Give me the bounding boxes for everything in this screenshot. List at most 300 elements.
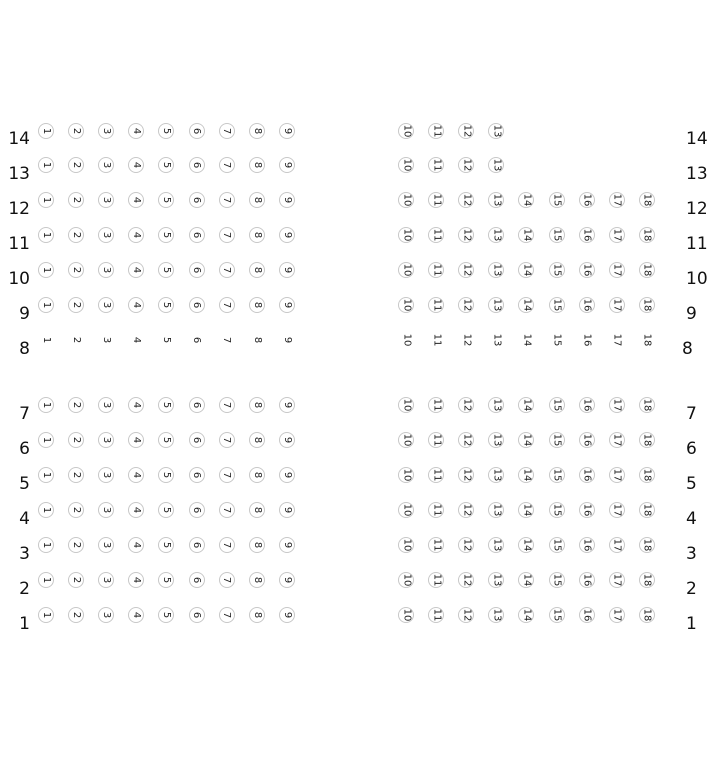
seat[interactable] bbox=[128, 502, 144, 518]
seat-number: 16 bbox=[581, 333, 593, 347]
seat[interactable] bbox=[579, 332, 595, 348]
seat[interactable] bbox=[98, 572, 114, 588]
seat[interactable] bbox=[549, 572, 565, 588]
seat[interactable] bbox=[579, 262, 595, 278]
seat-number: 10 bbox=[400, 573, 412, 587]
seat[interactable] bbox=[549, 262, 565, 278]
seat[interactable] bbox=[189, 192, 205, 208]
seat[interactable] bbox=[398, 537, 414, 553]
seat[interactable] bbox=[428, 432, 444, 448]
seat[interactable] bbox=[398, 467, 414, 483]
seat-number: 12 bbox=[461, 193, 473, 207]
seat-number: 3 bbox=[101, 576, 113, 584]
seat[interactable] bbox=[38, 432, 54, 448]
seat[interactable] bbox=[458, 192, 474, 208]
seat-number: 15 bbox=[551, 503, 563, 517]
seat[interactable] bbox=[98, 502, 114, 518]
seat[interactable] bbox=[128, 607, 144, 623]
seat[interactable] bbox=[609, 397, 625, 413]
seat[interactable] bbox=[609, 227, 625, 243]
seat[interactable] bbox=[639, 572, 655, 588]
seat[interactable] bbox=[279, 332, 295, 348]
seat[interactable] bbox=[38, 123, 54, 139]
seat[interactable] bbox=[549, 192, 565, 208]
seat[interactable] bbox=[158, 502, 174, 518]
seat[interactable] bbox=[488, 123, 504, 139]
seat[interactable] bbox=[488, 157, 504, 173]
seat[interactable] bbox=[398, 192, 414, 208]
seat[interactable] bbox=[219, 537, 235, 553]
seat[interactable] bbox=[158, 537, 174, 553]
seat[interactable] bbox=[38, 332, 54, 348]
seat-number: 3 bbox=[101, 471, 113, 479]
seat[interactable] bbox=[518, 607, 534, 623]
seat-number: 8 bbox=[251, 301, 263, 309]
seat[interactable] bbox=[158, 123, 174, 139]
seat[interactable] bbox=[68, 432, 84, 448]
seat[interactable] bbox=[549, 297, 565, 313]
seat[interactable] bbox=[279, 227, 295, 243]
seat[interactable] bbox=[428, 397, 444, 413]
seat[interactable] bbox=[579, 432, 595, 448]
seat-number: 13 bbox=[491, 398, 503, 412]
seat[interactable] bbox=[639, 332, 655, 348]
seat[interactable] bbox=[488, 572, 504, 588]
seat[interactable] bbox=[128, 262, 144, 278]
seat[interactable] bbox=[579, 537, 595, 553]
seat[interactable] bbox=[398, 397, 414, 413]
seat[interactable] bbox=[158, 227, 174, 243]
seat-number: 2 bbox=[71, 541, 83, 549]
seat[interactable] bbox=[68, 297, 84, 313]
seat[interactable] bbox=[98, 262, 114, 278]
seat[interactable] bbox=[458, 123, 474, 139]
seat[interactable] bbox=[128, 157, 144, 173]
seat[interactable] bbox=[488, 332, 504, 348]
seat[interactable] bbox=[249, 157, 265, 173]
seat[interactable] bbox=[458, 502, 474, 518]
seat-number: 6 bbox=[191, 266, 203, 274]
seat-number: 6 bbox=[191, 611, 203, 619]
seat[interactable] bbox=[38, 227, 54, 243]
seat[interactable] bbox=[428, 502, 444, 518]
seat-number: 9 bbox=[281, 301, 293, 309]
seat[interactable] bbox=[458, 397, 474, 413]
seat[interactable] bbox=[639, 397, 655, 413]
seat[interactable] bbox=[279, 432, 295, 448]
seat[interactable] bbox=[549, 502, 565, 518]
seat[interactable] bbox=[609, 432, 625, 448]
seat-number: 10 bbox=[400, 263, 412, 277]
seat-number: 13 bbox=[491, 193, 503, 207]
seat[interactable] bbox=[68, 192, 84, 208]
seat-number: 16 bbox=[581, 398, 593, 412]
seat[interactable] bbox=[549, 607, 565, 623]
seat[interactable] bbox=[488, 297, 504, 313]
seat[interactable] bbox=[98, 432, 114, 448]
seat-number: 8 bbox=[251, 471, 263, 479]
seat-number: 13 bbox=[491, 124, 503, 138]
seat[interactable] bbox=[219, 397, 235, 413]
seat[interactable] bbox=[128, 192, 144, 208]
seat[interactable] bbox=[458, 332, 474, 348]
seat[interactable] bbox=[609, 297, 625, 313]
seat[interactable] bbox=[609, 262, 625, 278]
seat[interactable] bbox=[98, 192, 114, 208]
seat[interactable] bbox=[279, 262, 295, 278]
seat[interactable] bbox=[579, 467, 595, 483]
seat[interactable] bbox=[518, 192, 534, 208]
seat-number: 16 bbox=[581, 433, 593, 447]
seat[interactable] bbox=[98, 537, 114, 553]
seat[interactable] bbox=[128, 537, 144, 553]
seat[interactable] bbox=[488, 192, 504, 208]
seat-number: 15 bbox=[551, 193, 563, 207]
seat[interactable] bbox=[219, 572, 235, 588]
seat[interactable] bbox=[398, 432, 414, 448]
seat[interactable] bbox=[428, 332, 444, 348]
seat-number: 1 bbox=[41, 401, 52, 409]
seat-number: 15 bbox=[551, 573, 563, 587]
seat-number: 1 bbox=[41, 161, 52, 169]
seat[interactable] bbox=[98, 467, 114, 483]
seat[interactable] bbox=[609, 572, 625, 588]
seat[interactable] bbox=[579, 397, 595, 413]
seat[interactable] bbox=[458, 607, 474, 623]
seat[interactable] bbox=[398, 607, 414, 623]
seat[interactable] bbox=[428, 192, 444, 208]
seat[interactable] bbox=[279, 467, 295, 483]
seat[interactable] bbox=[158, 297, 174, 313]
seat[interactable] bbox=[609, 607, 625, 623]
seat[interactable] bbox=[398, 227, 414, 243]
seat[interactable] bbox=[219, 332, 235, 348]
seat[interactable] bbox=[428, 227, 444, 243]
seat[interactable] bbox=[189, 537, 205, 553]
seat-number: 9 bbox=[281, 127, 293, 135]
seat[interactable] bbox=[249, 432, 265, 448]
seat[interactable] bbox=[128, 572, 144, 588]
seat[interactable] bbox=[249, 467, 265, 483]
seat[interactable] bbox=[398, 123, 414, 139]
seat[interactable] bbox=[279, 123, 295, 139]
seat[interactable] bbox=[38, 537, 54, 553]
seat-number: 15 bbox=[551, 433, 563, 447]
seat-number: 10 bbox=[400, 228, 412, 242]
seat[interactable] bbox=[158, 572, 174, 588]
seat[interactable] bbox=[98, 123, 114, 139]
seat[interactable] bbox=[428, 157, 444, 173]
seat[interactable] bbox=[398, 332, 414, 348]
seat[interactable] bbox=[518, 467, 534, 483]
seat[interactable] bbox=[249, 572, 265, 588]
seat[interactable] bbox=[549, 467, 565, 483]
seat[interactable] bbox=[488, 537, 504, 553]
seat-number: 17 bbox=[611, 538, 623, 552]
seat[interactable] bbox=[219, 432, 235, 448]
seat[interactable] bbox=[398, 502, 414, 518]
seat[interactable] bbox=[98, 157, 114, 173]
seat[interactable] bbox=[428, 572, 444, 588]
seat[interactable] bbox=[38, 297, 54, 313]
seat[interactable] bbox=[189, 297, 205, 313]
seat-number: 12 bbox=[461, 573, 473, 587]
seat-number: 13 bbox=[491, 158, 503, 172]
seat[interactable] bbox=[458, 432, 474, 448]
seat[interactable] bbox=[98, 607, 114, 623]
seat[interactable] bbox=[189, 502, 205, 518]
seat[interactable] bbox=[98, 297, 114, 313]
seat[interactable] bbox=[38, 157, 54, 173]
seat[interactable] bbox=[189, 432, 205, 448]
seat-number: 9 bbox=[281, 336, 293, 344]
seat[interactable] bbox=[279, 502, 295, 518]
seat[interactable] bbox=[549, 332, 565, 348]
seat[interactable] bbox=[189, 227, 205, 243]
seat[interactable] bbox=[189, 467, 205, 483]
seat[interactable] bbox=[219, 467, 235, 483]
seat[interactable] bbox=[279, 572, 295, 588]
seat-number: 5 bbox=[161, 266, 173, 274]
seat-number: 4 bbox=[131, 506, 143, 514]
seat-number: 18 bbox=[641, 298, 653, 312]
seat[interactable] bbox=[518, 332, 534, 348]
seat[interactable] bbox=[428, 297, 444, 313]
seat[interactable] bbox=[249, 397, 265, 413]
seat[interactable] bbox=[488, 502, 504, 518]
seat[interactable] bbox=[609, 467, 625, 483]
seat[interactable] bbox=[279, 192, 295, 208]
seat[interactable] bbox=[219, 262, 235, 278]
seat[interactable] bbox=[609, 192, 625, 208]
seat[interactable] bbox=[38, 572, 54, 588]
seat[interactable] bbox=[158, 262, 174, 278]
row-label-left: 14 bbox=[8, 129, 30, 149]
seat[interactable] bbox=[639, 262, 655, 278]
seat[interactable] bbox=[68, 502, 84, 518]
seat[interactable] bbox=[428, 537, 444, 553]
seat[interactable] bbox=[428, 467, 444, 483]
row-label-left: 4 bbox=[19, 509, 30, 529]
seat[interactable] bbox=[398, 262, 414, 278]
seat[interactable] bbox=[458, 227, 474, 243]
seat[interactable] bbox=[609, 332, 625, 348]
seat[interactable] bbox=[549, 397, 565, 413]
seat[interactable] bbox=[549, 537, 565, 553]
seat[interactable] bbox=[579, 502, 595, 518]
seat[interactable] bbox=[189, 262, 205, 278]
seat[interactable] bbox=[189, 607, 205, 623]
seat[interactable] bbox=[458, 572, 474, 588]
seat[interactable] bbox=[68, 262, 84, 278]
seat[interactable] bbox=[68, 332, 84, 348]
seat[interactable] bbox=[398, 157, 414, 173]
seat[interactable] bbox=[279, 157, 295, 173]
seat-number: 3 bbox=[101, 161, 113, 169]
seat[interactable] bbox=[428, 123, 444, 139]
seat[interactable] bbox=[458, 297, 474, 313]
seat[interactable] bbox=[249, 502, 265, 518]
seat[interactable] bbox=[38, 192, 54, 208]
seat[interactable] bbox=[518, 537, 534, 553]
seat-number: 10 bbox=[400, 158, 412, 172]
seat[interactable] bbox=[128, 397, 144, 413]
seat[interactable] bbox=[219, 502, 235, 518]
seat[interactable] bbox=[68, 572, 84, 588]
seat[interactable] bbox=[639, 467, 655, 483]
row-label-right: 2 bbox=[686, 579, 697, 599]
seat-number: 5 bbox=[161, 436, 173, 444]
seat[interactable] bbox=[68, 157, 84, 173]
seat-number: 9 bbox=[281, 436, 293, 444]
seat[interactable] bbox=[98, 227, 114, 243]
seat[interactable] bbox=[458, 537, 474, 553]
seat-number: 16 bbox=[581, 228, 593, 242]
row-label-left: 2 bbox=[19, 579, 30, 599]
seat[interactable] bbox=[639, 502, 655, 518]
seat-number: 1 bbox=[41, 301, 52, 309]
seat[interactable] bbox=[458, 467, 474, 483]
seat[interactable] bbox=[219, 297, 235, 313]
seat[interactable] bbox=[639, 432, 655, 448]
seat[interactable] bbox=[38, 262, 54, 278]
seat[interactable] bbox=[158, 607, 174, 623]
seat[interactable] bbox=[128, 332, 144, 348]
seat[interactable] bbox=[128, 123, 144, 139]
seat[interactable] bbox=[38, 502, 54, 518]
seat[interactable] bbox=[488, 467, 504, 483]
seat[interactable] bbox=[249, 262, 265, 278]
seat[interactable] bbox=[398, 572, 414, 588]
seat-number: 2 bbox=[71, 471, 83, 479]
seat[interactable] bbox=[279, 397, 295, 413]
seat[interactable] bbox=[579, 572, 595, 588]
seat-number: 2 bbox=[71, 611, 83, 619]
seat[interactable] bbox=[98, 332, 114, 348]
seat[interactable] bbox=[158, 467, 174, 483]
seat[interactable] bbox=[158, 157, 174, 173]
seat[interactable] bbox=[518, 262, 534, 278]
seat[interactable] bbox=[249, 192, 265, 208]
seat[interactable] bbox=[219, 607, 235, 623]
seat[interactable] bbox=[639, 192, 655, 208]
seat[interactable] bbox=[68, 537, 84, 553]
seat[interactable] bbox=[518, 502, 534, 518]
seat[interactable] bbox=[158, 332, 174, 348]
seat[interactable] bbox=[518, 397, 534, 413]
seat[interactable] bbox=[189, 332, 205, 348]
seat[interactable] bbox=[128, 432, 144, 448]
seat[interactable] bbox=[488, 607, 504, 623]
seat[interactable] bbox=[158, 432, 174, 448]
seat[interactable] bbox=[189, 572, 205, 588]
seat[interactable] bbox=[488, 397, 504, 413]
seat[interactable] bbox=[279, 537, 295, 553]
seat-number: 14 bbox=[521, 333, 533, 347]
seat[interactable] bbox=[249, 332, 265, 348]
seat[interactable] bbox=[128, 227, 144, 243]
seat[interactable] bbox=[249, 537, 265, 553]
row-label-right: 13 bbox=[686, 164, 708, 184]
seat[interactable] bbox=[128, 297, 144, 313]
seat[interactable] bbox=[249, 123, 265, 139]
seat[interactable] bbox=[428, 607, 444, 623]
seat[interactable] bbox=[488, 262, 504, 278]
seat[interactable] bbox=[68, 467, 84, 483]
seat-number: 5 bbox=[161, 301, 173, 309]
seat[interactable] bbox=[38, 607, 54, 623]
seat-number: 2 bbox=[71, 576, 83, 584]
seat[interactable] bbox=[579, 192, 595, 208]
seat[interactable] bbox=[158, 397, 174, 413]
seat[interactable] bbox=[279, 297, 295, 313]
seat[interactable] bbox=[428, 262, 444, 278]
seat[interactable] bbox=[249, 607, 265, 623]
seat[interactable] bbox=[68, 397, 84, 413]
seat[interactable] bbox=[488, 227, 504, 243]
seat[interactable] bbox=[219, 123, 235, 139]
seat[interactable] bbox=[609, 502, 625, 518]
seat[interactable] bbox=[249, 297, 265, 313]
seat[interactable] bbox=[219, 157, 235, 173]
seat[interactable] bbox=[279, 607, 295, 623]
seat-number: 8 bbox=[251, 611, 263, 619]
seat[interactable] bbox=[579, 607, 595, 623]
seat[interactable] bbox=[128, 467, 144, 483]
seat[interactable] bbox=[189, 157, 205, 173]
seat-number: 7 bbox=[221, 471, 233, 479]
seat-number: 6 bbox=[191, 336, 203, 344]
seat[interactable] bbox=[458, 262, 474, 278]
seat[interactable] bbox=[518, 297, 534, 313]
seat[interactable] bbox=[398, 297, 414, 313]
seat[interactable] bbox=[639, 537, 655, 553]
seat-number: 7 bbox=[221, 231, 233, 239]
seat[interactable] bbox=[68, 123, 84, 139]
seat-number: 3 bbox=[101, 541, 113, 549]
seat[interactable] bbox=[549, 227, 565, 243]
seat[interactable] bbox=[579, 297, 595, 313]
seat[interactable] bbox=[219, 192, 235, 208]
seat[interactable] bbox=[158, 192, 174, 208]
seat[interactable] bbox=[639, 297, 655, 313]
seat[interactable] bbox=[458, 157, 474, 173]
seat[interactable] bbox=[518, 227, 534, 243]
seat[interactable] bbox=[579, 227, 595, 243]
seat[interactable] bbox=[518, 572, 534, 588]
seat[interactable] bbox=[518, 432, 534, 448]
seat-number: 4 bbox=[131, 127, 143, 135]
seat[interactable] bbox=[98, 397, 114, 413]
seat[interactable] bbox=[488, 432, 504, 448]
seat[interactable] bbox=[38, 397, 54, 413]
seat-number: 17 bbox=[611, 228, 623, 242]
seat[interactable] bbox=[609, 537, 625, 553]
seat[interactable] bbox=[219, 227, 235, 243]
seat[interactable] bbox=[549, 432, 565, 448]
seat[interactable] bbox=[639, 607, 655, 623]
seat[interactable] bbox=[249, 227, 265, 243]
seat[interactable] bbox=[68, 227, 84, 243]
seat-number: 11 bbox=[431, 538, 443, 552]
seat[interactable] bbox=[189, 123, 205, 139]
seat-number: 3 bbox=[101, 127, 113, 135]
seat[interactable] bbox=[38, 467, 54, 483]
seat-number: 12 bbox=[461, 538, 473, 552]
seat[interactable] bbox=[189, 397, 205, 413]
seat[interactable] bbox=[639, 227, 655, 243]
seat[interactable] bbox=[68, 607, 84, 623]
